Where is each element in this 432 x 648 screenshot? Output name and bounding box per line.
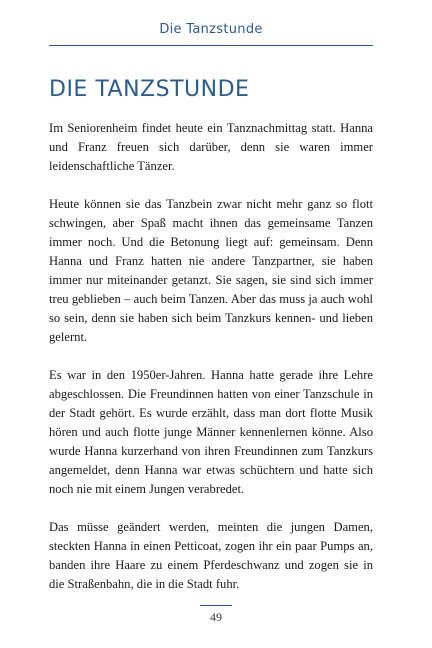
paragraph: Das müsse geändert werden, meinten die jungen Damen, steckten Hanna in einen Petticoat, zogen ihr ein paar Pumps an, banden ihre Haare zu einem Pferdeschwanz und zogen sie in die Straßenbahn, die in die Stadt fuhr.	[49, 520, 373, 591]
paragraph: Im Seniorenheim findet heute ein Tanznachmittag statt. Hanna und Franz freuen sich darüber, denn sie waren immer leidenschaftliche Tänzer.	[49, 121, 373, 173]
chapter-title: DIE TANZSTUNDE	[49, 77, 250, 102]
paragraph: Es war in den 1950er-Jahren. Hanna hatte gerade ihre Lehre abgeschlossen. Die Freundinnen hatten von einer Tanzschule in der Stadt gehört. Es wurde erzählt, dass man dort flotte Musik hören und auch flotte junge Männer kennenlernen könne. Also wurde Hanna kurzerhand von ihren Freundinnen zum Tanzkurs angemeldet, denn Hanna war etwas schüchtern und hatte sich noch nie mit einem Jungen verabredet.	[49, 368, 373, 496]
body-text	[49, 119, 373, 613]
paragraph: Heute können sie das Tanzbein zwar nicht mehr ganz so flott schwingen, aber Spaß macht ihnen das gemeinsame Tanzen immer noch. Und die Betonung liegt auf: gemeinsam. Denn Hanna und Franz hatten nie andere Tanzpartner, sie haben immer nur miteinander getanzt. Sie sagen, sie sind sich immer treu geblieben – auch beim Tanzen. Aber das muss ja auch wohl so sein, denn sie haben sich beim Tanzkurs kennen- und lieben gelernt.	[49, 197, 373, 344]
page-number: 49	[210, 610, 222, 624]
header-rule	[49, 45, 373, 46]
running-header: Die Tanzstunde	[159, 22, 263, 37]
footer-rule	[200, 605, 232, 606]
